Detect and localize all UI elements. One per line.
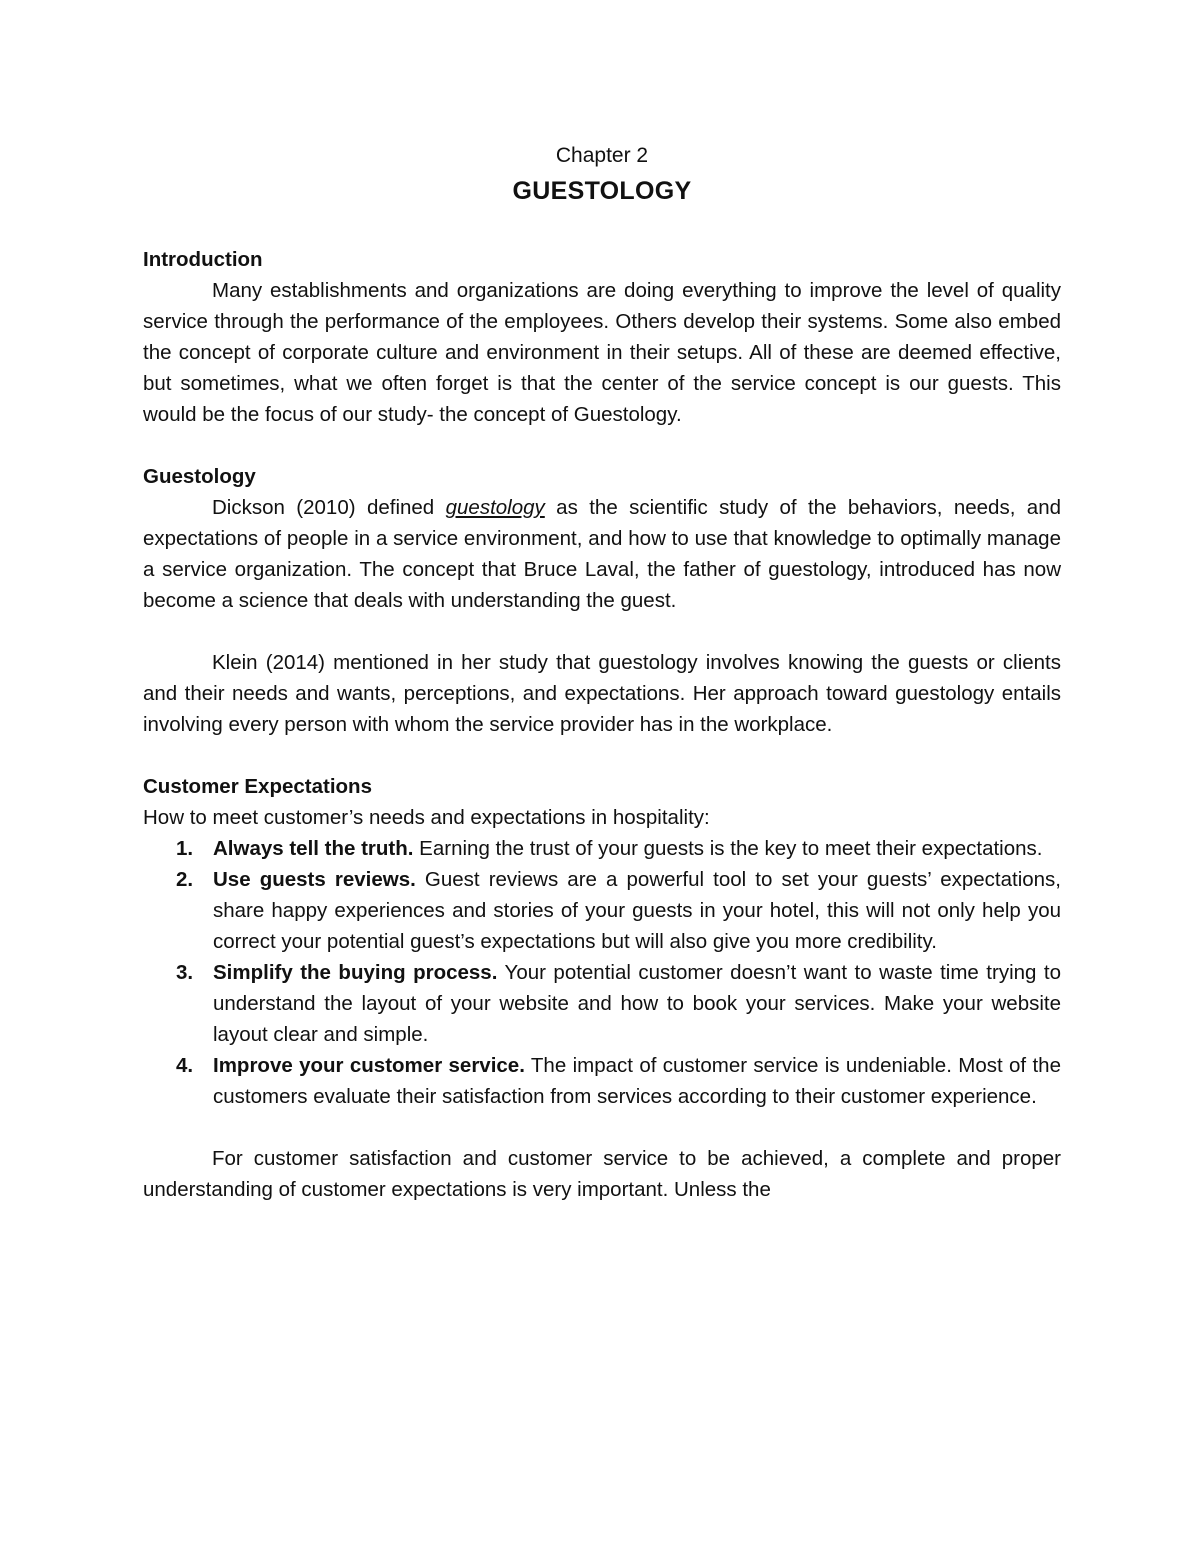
chapter-label: Chapter 2	[555, 144, 649, 167]
page-title: GUESTOLOGY	[512, 177, 692, 205]
introduction-heading: Introduction	[143, 248, 263, 271]
list-item-lead: Improve your customer service.	[213, 1054, 525, 1077]
closing-paragraph: For customer satisfaction and customer service to be achieved, a complete and proper understanding of customer expectations is very important. Unless the	[143, 1147, 1061, 1201]
expectations-list	[143, 833, 1061, 1112]
list-item	[143, 864, 1061, 957]
customer-expectations-section	[143, 771, 1061, 1205]
list-item	[143, 833, 1061, 864]
guestology-paragraph-2: Klein (2014) mentioned in her study that guestology involves knowing the guests or clients and their needs and wants, perceptions, and expectations. Her approach toward guestology entails involving every person with whom the service provider has in the workplace.	[143, 651, 1061, 736]
list-item-lead: Always tell the truth.	[213, 837, 414, 860]
guestology-paragraph-1	[143, 492, 1061, 616]
document-page	[143, 142, 1061, 1205]
introduction-paragraph: Many establishments and organizations are doing everything to improve the level of quality service through the performance of the employees. Others develop their systems. Some also embed the concept of corporate culture and environment in their setups. All of these are deemed effective, but sometimes, what we often forget is that the center of the service concept is our guests. This would be the focus of our study- the concept of Guestology.	[143, 279, 1061, 426]
list-item-number: 3.	[176, 961, 194, 984]
list-item-lead: Simplify the buying process.	[213, 961, 498, 984]
list-item-number: 1.	[176, 837, 194, 860]
list-item-lead: Use guests reviews.	[213, 868, 416, 891]
customer-expectations-intro: How to meet customer’s needs and expectations in hospitality:	[143, 806, 710, 829]
list-item	[143, 1050, 1061, 1112]
guestology-p1-after: as the scientific study of the behaviors, needs, and expectations of people in a service environment, and how to use that knowledge to optimally manage a service organization. The concept that Bruce Laval, the father of guestology, introduced has now become a science that deals with understanding the guest.	[143, 496, 1061, 612]
introduction-section	[143, 244, 1061, 430]
list-item-text: Guest reviews are a powerful tool to set your guests’ expectations, share happy experiences and stories of your guests in your hotel, this will not only help you correct your potential guest’s expectations but will also give you more credibility.	[213, 868, 1061, 953]
guestology-term: guestology	[445, 496, 545, 519]
guestology-heading: Guestology	[143, 465, 256, 488]
list-item-number: 2.	[176, 868, 194, 891]
guestology-p1-before: Dickson (2010) defined	[212, 496, 446, 519]
list-item-number: 4.	[176, 1054, 194, 1077]
list-item-text: Earning the trust of your guests is the key to meet their expectations.	[413, 837, 1043, 860]
list-item	[143, 957, 1061, 1050]
customer-expectations-heading: Customer Expectations	[143, 775, 372, 798]
list-item-text: Your potential customer doesn’t want to waste time trying to understand the layout of your website and how to book your services. Make your website layout clear and simple.	[213, 961, 1061, 1046]
list-item-text: The impact of customer service is undeniable. Most of the customers evaluate their satisfaction from services according to their customer experience.	[213, 1054, 1061, 1108]
guestology-section	[143, 461, 1061, 740]
